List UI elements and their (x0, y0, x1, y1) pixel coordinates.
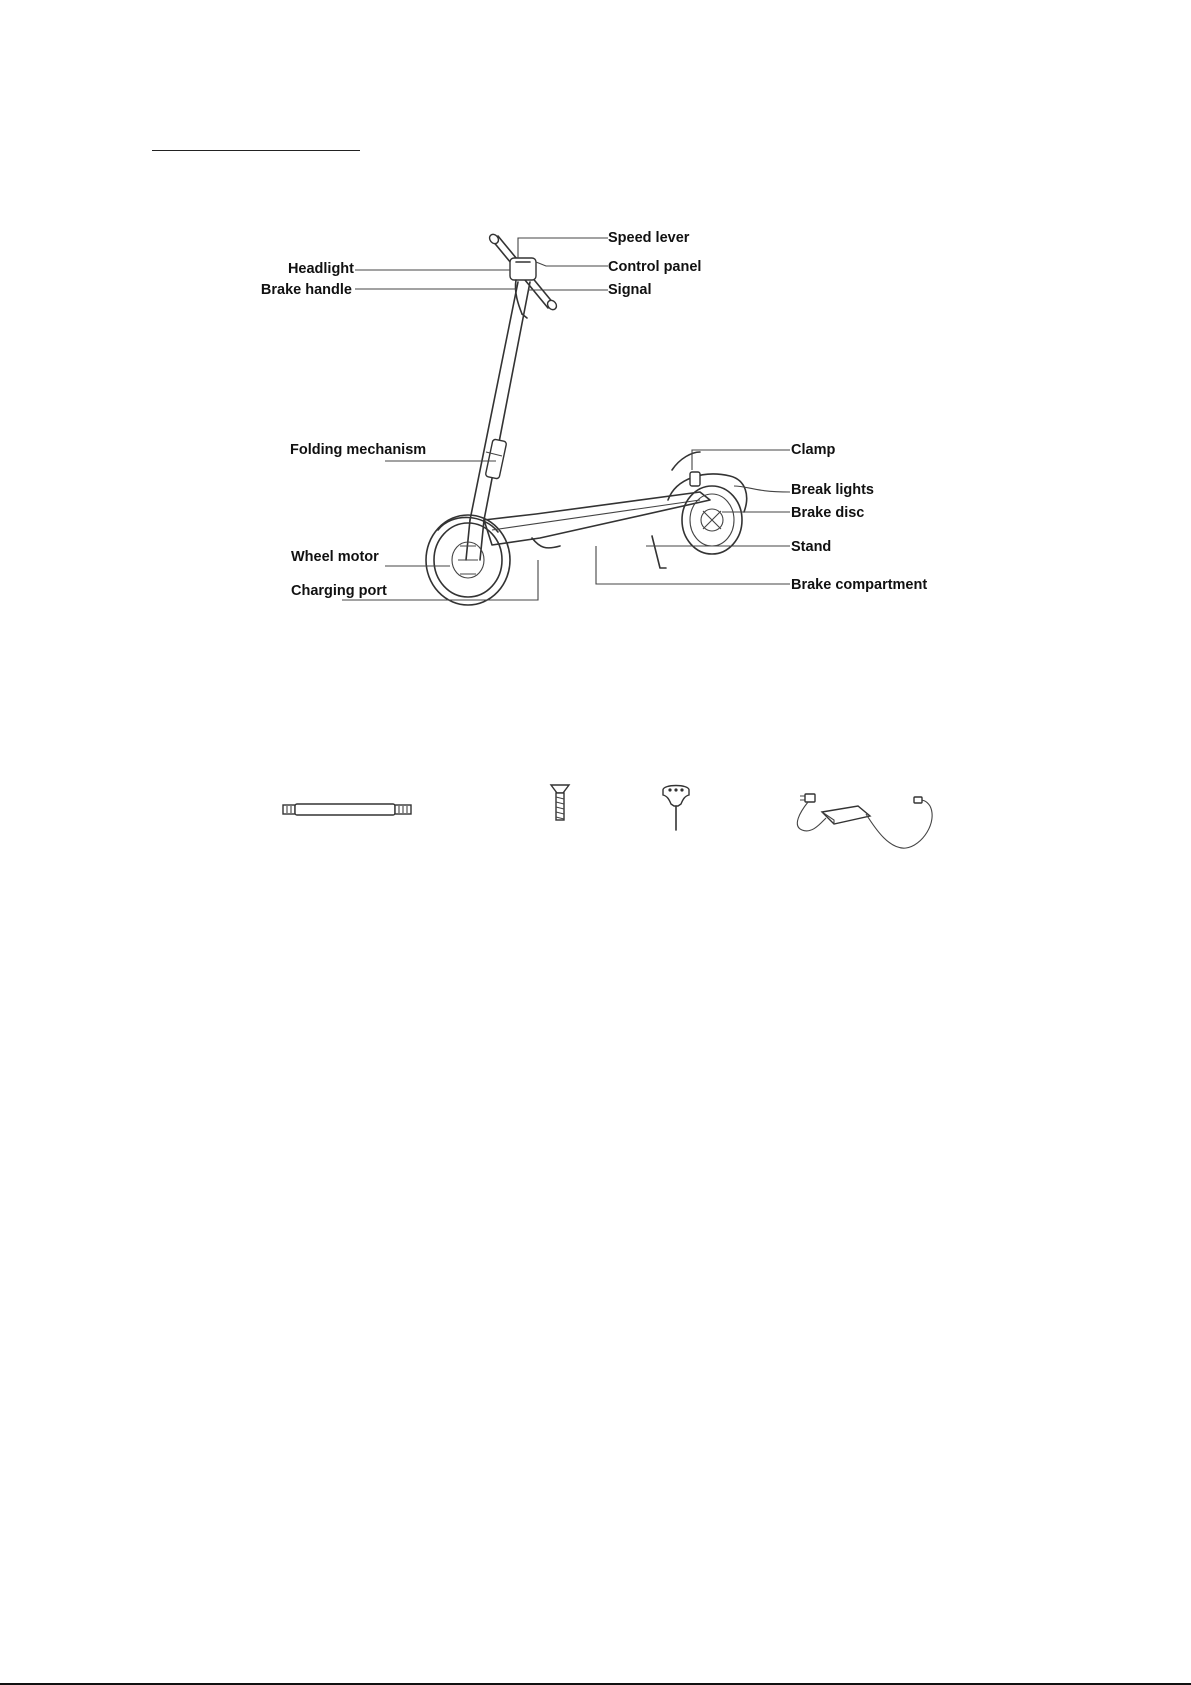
label-stand: Stand (791, 539, 832, 555)
handlebar (488, 233, 559, 318)
label-speed-lever: Speed lever (608, 230, 690, 246)
leader-lines (342, 238, 790, 600)
screw-icon (551, 785, 569, 820)
label-brake-handle: Brake handle (260, 282, 352, 298)
kickstand (652, 536, 666, 568)
charger-adapter-icon (797, 794, 932, 848)
label-folding-mechanism: Folding mechanism (290, 442, 427, 458)
t-handle-hex-key-icon (663, 786, 689, 831)
label-brake-disc: Brake disc (791, 505, 865, 521)
label-control-panel: Control panel (608, 259, 702, 275)
label-clamp: Clamp (791, 442, 836, 458)
label-break-lights: Break lights (791, 482, 874, 498)
front-wheel (426, 515, 510, 605)
part-labels (261, 230, 927, 599)
rear-wheel (682, 486, 742, 554)
stem (470, 282, 530, 520)
label-charging-port: Charging port (291, 583, 387, 599)
label-signal: Signal (608, 282, 652, 298)
accessories-row (283, 785, 932, 848)
label-headlight: Headlight (287, 261, 354, 277)
front-fork (438, 517, 498, 560)
label-brake-compartment: Brake compartment (791, 577, 928, 593)
extension-tube-icon (283, 804, 411, 815)
label-wheel-motor: Wheel motor (291, 549, 379, 565)
deck (484, 492, 710, 548)
